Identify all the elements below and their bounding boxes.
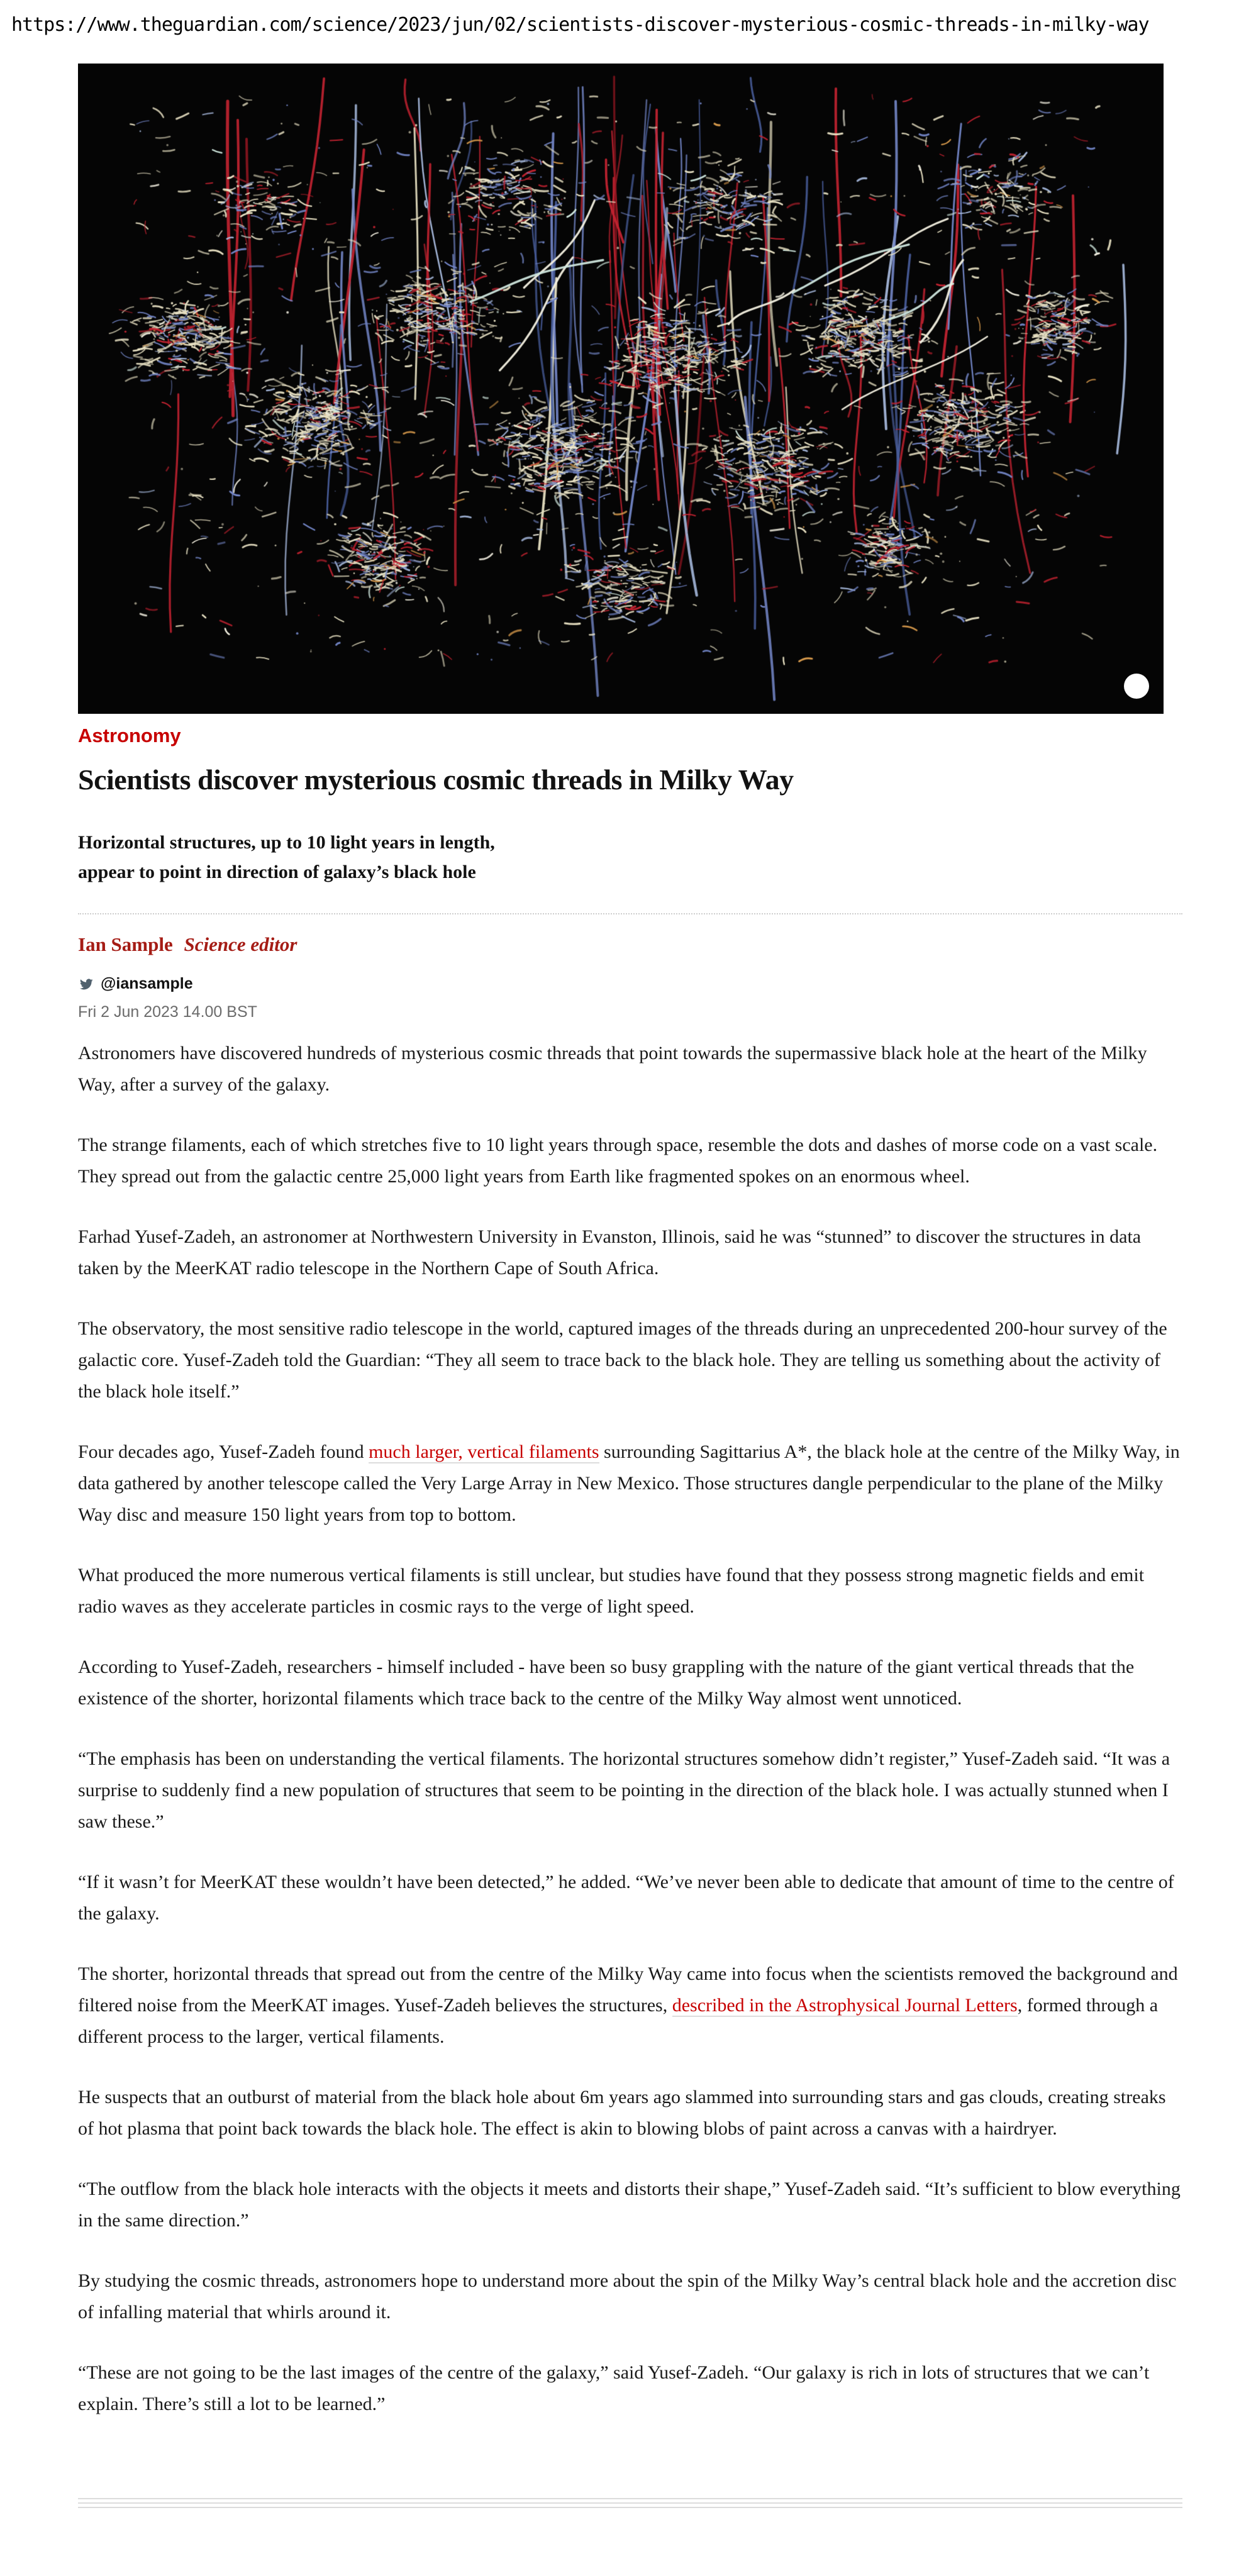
article-paragraph: “These are not going to be the last images of the centre of the galaxy,” said Yusef-Zadeh. “Our galaxy is rich in lots of structures that we can’t explain. There’s still a lot to be learned.” (78, 2362, 1150, 2414)
author-link[interactable]: Ian Sample (78, 933, 173, 955)
article-paragraph: By studying the cosmic threads, astronomers hope to understand more about the spin of the Milky Way’s central black hole and the accretion disc of infalling material that whirls around it. (78, 2270, 1177, 2323)
article-paragraph: “The outflow from the black hole interacts with the objects it meets and distorts their shape,” Yusef-Zadeh said. “It’s sufficient to blow everything in the same direction.” (78, 2179, 1181, 2231)
caption-toggle-button[interactable] (1124, 674, 1149, 699)
paragraph-text: The shorter, horizontal threads that spread out from the centre of the Milky Way came into focus when the scientists removed the background and filtered noise from the MeerKAT images. Yusef-Zadeh believes the structures, (78, 1963, 1178, 2016)
paragraph-text: Four decades ago, Yusef-Zadeh found (78, 1441, 369, 1462)
twitter-handle-link[interactable]: @iansample (101, 975, 193, 992)
article-paragraph: What produced the more numerous vertical filaments is still unclear, but studies have found that they possess strong magnetic fields and emit radio waves as they accelerate particles in cosmic rays to the verge of light speed. (78, 1565, 1145, 1617)
article-body (78, 1038, 1185, 2420)
twitter-bird-icon (78, 977, 94, 991)
article-paragraph: The observatory, the most sensitive radio telescope in the world, captured images of the threads during an unprecedented 200-hour survey of the galactic core. Yusef-Zadeh told the Guardian: “They all seem to trace back to the black hole. They are telling us something about the activity of the black hole itself.” (78, 1318, 1167, 1402)
standfirst-line-1: Horizontal structures, up to 10 light years in length, (78, 832, 495, 853)
byline (78, 933, 1187, 956)
author-role: Science editor (184, 933, 297, 955)
byline-divider (78, 913, 1182, 914)
twitter-row (78, 975, 1187, 993)
article-paragraph: The strange filaments, each of which stretches five to 10 light years through space, resemble the dots and dashes of morse code on a vast scale. They spread out from the galactic centre 25,000 light years from Earth like fragmented spokes on an enormous wheel. (78, 1135, 1158, 1187)
footer-ribbed-divider (78, 2498, 1182, 2509)
inline-link-astrophysical-journal[interactable]: described in the Astrophysical Journal Letters (672, 1995, 1018, 2016)
article (78, 724, 1187, 2449)
paragraph-text: , formed through a different process to the larger, vertical filaments. (78, 1995, 1159, 2047)
article-paragraph (78, 1436, 1185, 1531)
standfirst (78, 828, 1187, 887)
article-paragraph (78, 1958, 1185, 2053)
article-paragraph: He suspects that an outburst of material from the black hole about 6m years ago slammed into surrounding stars and gas clouds, creating streaks of hot plasma that point back towards the black hole. The effect is akin to blowing blobs of paint across a canvas with a hairdryer. (78, 2087, 1166, 2139)
article-paragraph: According to Yusef-Zadeh, researchers - himself included - have been so busy grappling with the nature of the giant vertical threads that the existence of the shorter, horizontal filaments which trace back to the centre of the Milky Way almost went unnoticed. (78, 1657, 1135, 1709)
article-paragraph: Farhad Yusef-Zadeh, an astronomer at Northwestern University in Evanston, Illinois, said he was “stunned” to discover the structures in data taken by the MeerKAT radio telescope in the Northern Cape of South Africa. (78, 1226, 1142, 1279)
section-label-astronomy[interactable]: Astronomy (78, 724, 181, 747)
inline-link-vertical-filaments[interactable]: much larger, vertical filaments (369, 1441, 599, 1462)
hero-image (78, 64, 1164, 714)
standfirst-line-2: appear to point in direction of galaxy’s black hole (78, 862, 476, 882)
article-paragraph: “If it wasn’t for MeerKAT these wouldn’t have been detected,” he added. “We’ve never been able to dedicate that amount of time to the centre of the galaxy. (78, 1872, 1174, 1924)
paragraph-text: surrounding Sagittarius A*, the black hole at the centre of the Milky Way, in data gathered by another telescope called the Very Large Array in New Mexico. Those structures dangle perpendicular to the plane of the Milky Way disc and measure 150 light years from top to bottom. (78, 1441, 1180, 1525)
publish-date: Fri 2 Jun 2023 14.00 BST (78, 1003, 257, 1021)
article-paragraph: “The emphasis has been on understanding the vertical filaments. The horizontal structures somehow didn’t register,” Yusef-Zadeh said. “It was a surprise to suddenly find a new population of structures that seem to be pointing in the direction of the black hole. I was actually stunned when I saw these.” (78, 1748, 1170, 1832)
article-headline: Scientists discover mysterious cosmic threads in Milky Way (78, 763, 794, 796)
article-paragraph: Astronomers have discovered hundreds of mysterious cosmic threads that point towards the supermassive black hole at the heart of the Milky Way, after a survey of the galaxy. (78, 1043, 1147, 1095)
page-url: https://www.theguardian.com/science/2023/jun/02/scientists-discover-mysterious-cosmic-threads-in-milky-way (11, 14, 1149, 36)
hero-filaments-canvas (78, 64, 1164, 714)
